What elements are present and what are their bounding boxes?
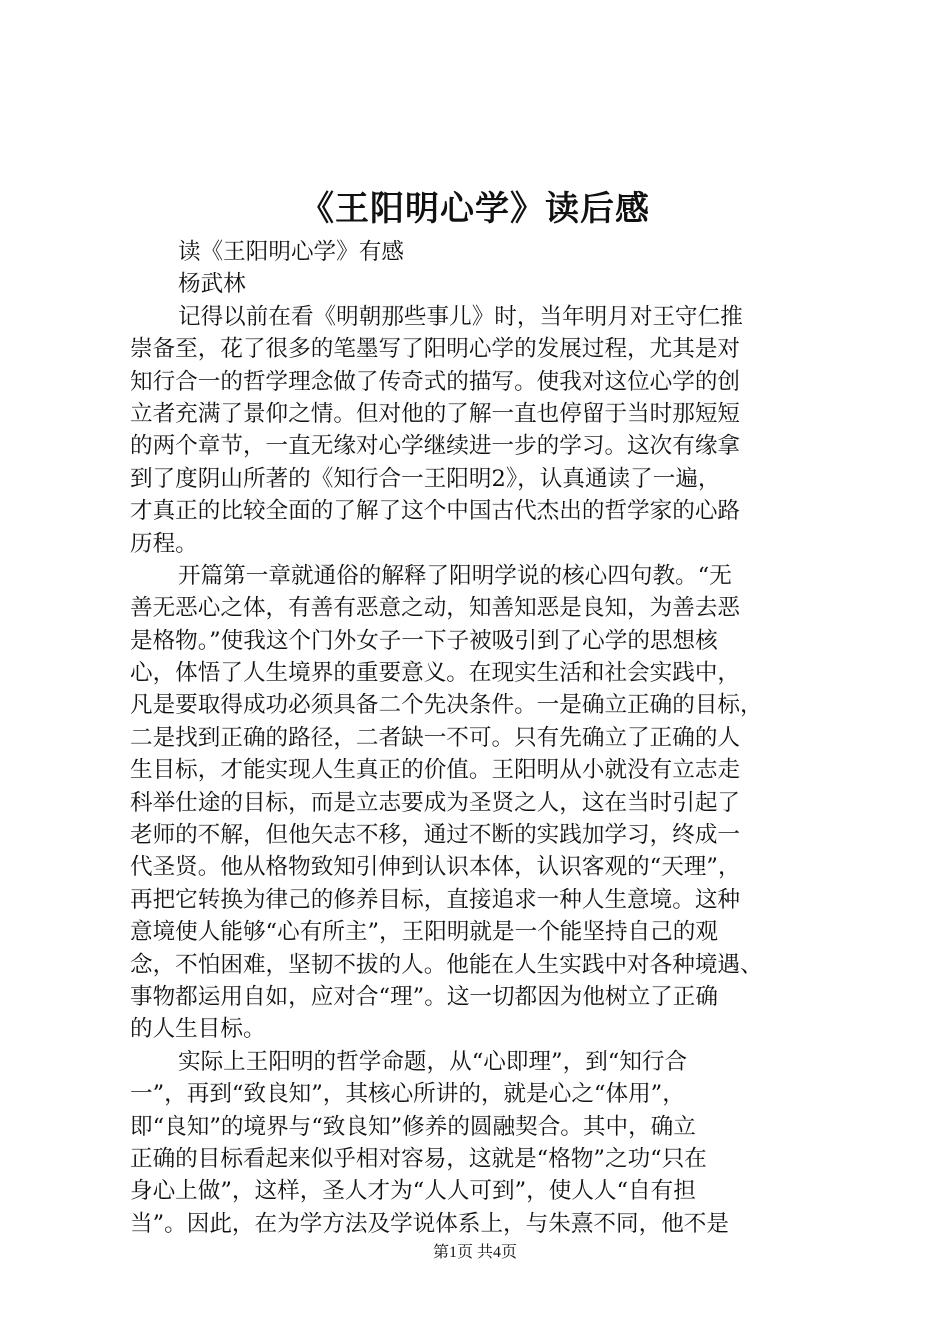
body-line: 崇备至，花了很多的笔墨写了阳明心学的发展过程，尤其是对 xyxy=(130,336,741,363)
body-line: 知行合一的哲学理念做了传奇式的描写。使我对这位心学的创 xyxy=(130,368,741,395)
body-line: 到了度阴山所著的《知行合一王阳明2》，认真通读了一遍， xyxy=(130,465,721,492)
body-line: 历程。 xyxy=(130,530,198,557)
body-line: 当”。因此，在为学方法及学说体系上，与朱熹不同，他不是 xyxy=(130,1210,729,1237)
body-line: 心，体悟了人生境界的重要意义。在现实生活和社会实践中， xyxy=(130,660,741,687)
body-line: 意境使人能够“心有所主”，王阳明就是一个能坚持自己的观 xyxy=(130,919,718,946)
body-line: 二是找到正确的路径，二者缺一不可。只有先确立了正确的人 xyxy=(130,724,741,751)
body-line: 正确的目标看起来似乎相对容易，这就是“格物”之功“只在 xyxy=(130,1145,707,1172)
body-line: 的两个章节，一直无缘对心学继续进一步的学习。这次有缘拿 xyxy=(130,433,741,460)
document-body xyxy=(130,236,830,1240)
body-line: 身心上做”，这样，圣人才为“人人可到”，使人人“自有担 xyxy=(130,1178,696,1205)
body-line: 事物都运用自如，应对合“理”。这一切都因为他树立了正确 xyxy=(130,983,718,1010)
page-footer: 第1页 共4页 xyxy=(432,1244,517,1261)
body-line: 才真正的比较全面的了解了这个中国古代杰出的哲学家的心路 xyxy=(130,498,741,525)
document-title: 《王阳明心学》读后感 xyxy=(300,189,650,229)
body-line: 科举仕途的目标，而是立志要成为圣贤之人，这在当时引起了 xyxy=(130,789,741,816)
body-line: 老师的不解，但他矢志不移，通过不断的实践加学习，终成一 xyxy=(130,822,741,849)
body-line: 记得以前在看《明朝那些事儿》时，当年明月对王守仁推 xyxy=(178,303,743,330)
body-line: 实际上王阳明的哲学命题，从“心即理”，到“知行合 xyxy=(178,1048,688,1075)
body-line: 立者充满了景仰之情。但对他的了解一直也停留于当时那短短 xyxy=(130,400,741,427)
body-line: 凡是要取得成功必须具备二个先决条件。一是确立正确的目标， xyxy=(130,692,763,719)
body-line: 善无恶心之体，有善有恶意之动，知善知恶是良知，为善去恶 xyxy=(130,595,741,622)
body-line: 即“良知”的境界与“致良知”修养的圆融契合。其中，确立 xyxy=(130,1113,696,1140)
body-line: 念，不怕困难，坚韧不拔的人。他能在人生实践中对各种境遇、 xyxy=(130,951,763,978)
body-line: 一”，再到“致良知”，其核心所讲的，就是心之“体用”， xyxy=(130,1081,685,1108)
subtitle-line: 读《王阳明心学》有感 xyxy=(178,239,404,265)
author-line: 杨武林 xyxy=(178,271,246,298)
body-line: 的人生目标。 xyxy=(130,1016,266,1043)
body-line: 开篇第一章就通俗的解释了阳明学说的核心四句教。“无 xyxy=(178,562,732,589)
body-line: 再把它转换为律己的修养目标，直接追求一种人生意境。这种 xyxy=(130,886,741,913)
body-line: 是格物。”使我这个门外女子一下子被吸引到了心学的思想核 xyxy=(130,627,718,654)
body-line: 生目标，才能实现人生真正的价值。王阳明从小就没有立志走 xyxy=(130,757,741,784)
body-line: 代圣贤。他从格物致知引伸到认识本体，认识客观的“天理”， xyxy=(130,854,741,881)
